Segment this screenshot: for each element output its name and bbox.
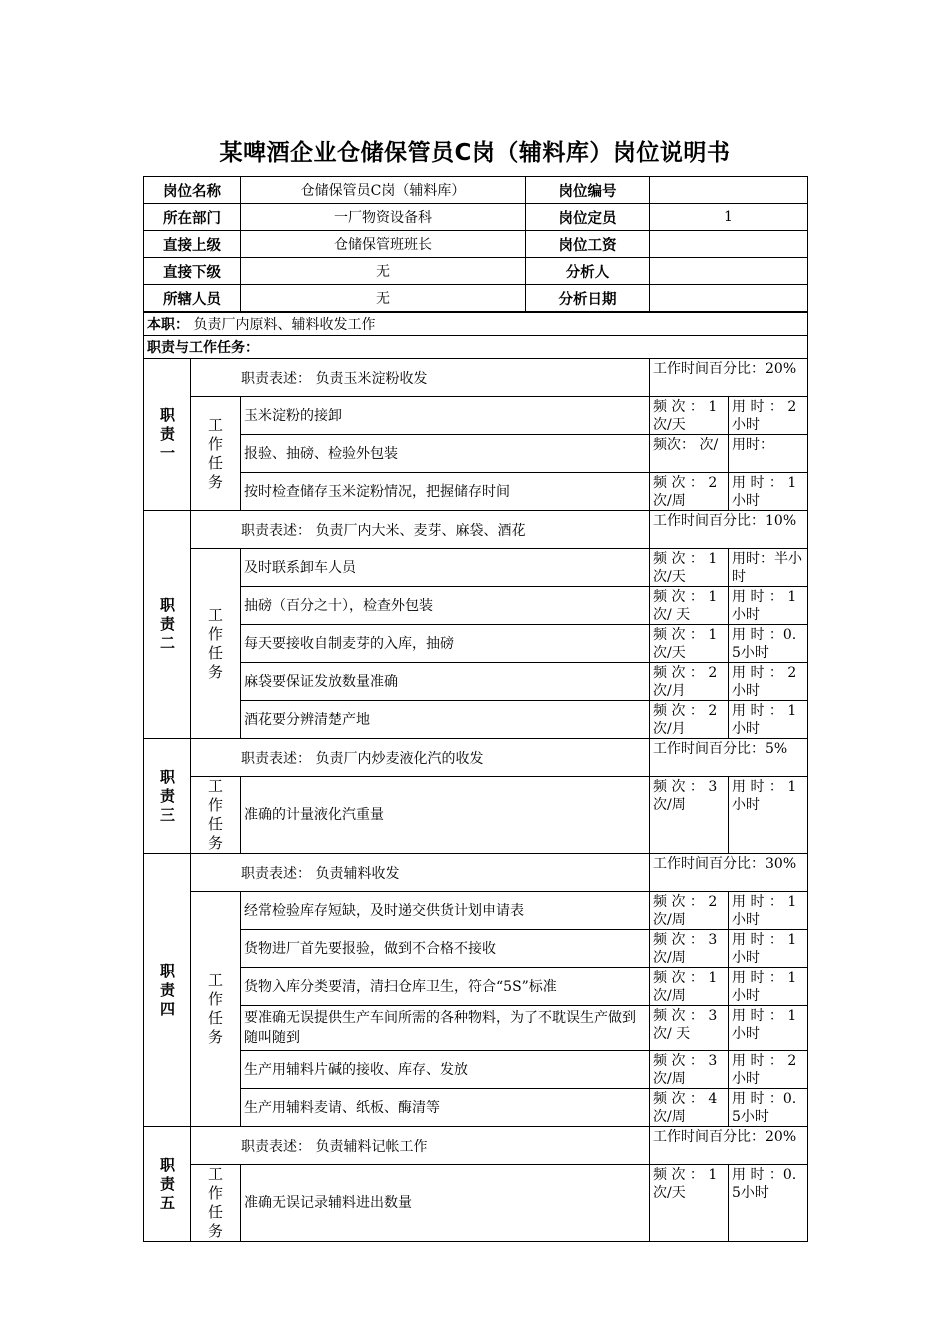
- task-frequency: 频次： 次/: [650, 435, 729, 473]
- task-text: 报验、抽磅、检验外包装: [241, 435, 650, 473]
- task-row: [144, 930, 808, 968]
- task-text: 及时联系卸车人员: [241, 549, 650, 587]
- role-row: [144, 312, 808, 336]
- task-row: [144, 892, 808, 930]
- task-duration: 用 时 ： 1小时: [729, 587, 808, 625]
- task-frequency: 频 次 ： 1次/周: [650, 968, 729, 1006]
- value-salary: [650, 231, 808, 258]
- value-subordinate: 无: [241, 258, 526, 285]
- task-frequency: 频 次 ： 4次/周: [650, 1089, 729, 1127]
- duty-description-row: [144, 854, 808, 892]
- label-subordinate: 直接下级: [144, 258, 241, 285]
- task-frequency: 频 次 ： 3次/周: [650, 777, 729, 854]
- duties-heading: 职责与工作任务：: [144, 336, 808, 359]
- label-salary: 岗位工资: [526, 231, 650, 258]
- task-row: [144, 1051, 808, 1089]
- duty-description-row: [144, 511, 808, 549]
- task-duration: 用 时 ： 1小时: [729, 930, 808, 968]
- value-staff: 无: [241, 285, 526, 313]
- task-row: [144, 701, 808, 739]
- task-text: 准确的计量液化汽重量: [241, 777, 650, 854]
- task-frequency: 频 次 ： 2次/月: [650, 663, 729, 701]
- value-analyst: [650, 258, 808, 285]
- value-supervisor: 仓储保管班班长: [241, 231, 526, 258]
- task-row: [144, 968, 808, 1006]
- task-duration: 用时：半小时: [729, 549, 808, 587]
- task-label: 工作任务: [191, 1165, 241, 1242]
- task-duration: 用 时 ：0.5小时: [729, 1165, 808, 1242]
- value-analysis-date: [650, 285, 808, 313]
- role-cell: [144, 312, 808, 336]
- duty-description: 职责表述： 负责厂内炒麦液化汽的收发: [191, 739, 650, 777]
- document-title: 某啤酒企业仓储保管员C岗（辅料库）岗位说明书: [219, 140, 731, 166]
- duty-description: 职责表述： 负责厂内大米、麦芽、麻袋、酒花: [191, 511, 650, 549]
- duty-time-percentage: 工作时间百分比：30%: [650, 854, 808, 892]
- task-row: [144, 435, 808, 473]
- header-row: [144, 231, 808, 258]
- task-label: 工作任务: [191, 892, 241, 1127]
- header-row: [144, 258, 808, 285]
- label-supervisor: 直接上级: [144, 231, 241, 258]
- task-duration: 用 时 ： 1小时: [729, 968, 808, 1006]
- task-duration: 用 时 ： 2小时: [729, 397, 808, 435]
- task-frequency: 频 次 ： 2次/周: [650, 473, 729, 511]
- task-text: 经常检验库存短缺，及时递交供货计划申请表: [241, 892, 650, 930]
- task-text: 准确无误记录辅料进出数量: [241, 1165, 650, 1242]
- task-text: 生产用辅料片碱的接收、库存、发放: [241, 1051, 650, 1089]
- task-duration: 用时：: [729, 435, 808, 473]
- duty-label: 职责五: [144, 1127, 191, 1242]
- task-row: [144, 587, 808, 625]
- label-staff: 所辖人员: [144, 285, 241, 313]
- task-duration: 用 时 ： 2小时: [729, 663, 808, 701]
- task-duration: 用 时 ： 1小时: [729, 1006, 808, 1051]
- task-duration: 用 时 ： 1小时: [729, 777, 808, 854]
- task-duration: 用 时 ： 2小时: [729, 1051, 808, 1089]
- duty-time-percentage: 工作时间百分比：20%: [650, 1127, 808, 1165]
- label-analyst: 分析人: [526, 258, 650, 285]
- task-row: [144, 397, 808, 435]
- label-job-name: 岗位名称: [144, 177, 241, 204]
- task-duration: 用 时 ： 1小时: [729, 892, 808, 930]
- task-row: [144, 1165, 808, 1242]
- duty-time-percentage: 工作时间百分比：20%: [650, 359, 808, 397]
- header-row: [144, 177, 808, 204]
- task-duration: 用 时 ：0.5小时: [729, 1089, 808, 1127]
- duty-label: 职责二: [144, 511, 191, 739]
- duty-label: 职责一: [144, 359, 191, 511]
- task-frequency: 频 次 ： 1次/ 天: [650, 587, 729, 625]
- value-headcount: 1: [650, 204, 808, 231]
- task-text: 按时检查储存玉米淀粉情况，把握储存时间: [241, 473, 650, 511]
- value-job-name: 仓储保管员C岗（辅料库）: [241, 177, 526, 204]
- task-text: 酒花要分辨清楚产地: [241, 701, 650, 739]
- task-text: 货物进厂首先要报验，做到不合格不接收: [241, 930, 650, 968]
- label-headcount: 岗位定员: [526, 204, 650, 231]
- header-row: [144, 204, 808, 231]
- task-row: [144, 663, 808, 701]
- task-frequency: 频 次 ： 3次/周: [650, 1051, 729, 1089]
- duty-label: 职责四: [144, 854, 191, 1127]
- task-frequency: 频 次 ： 3次/周: [650, 930, 729, 968]
- task-row: [144, 549, 808, 587]
- role-text: 负责厂内原料、辅料收发工作: [193, 317, 376, 333]
- task-text: 玉米淀粉的接卸: [241, 397, 650, 435]
- value-job-code: [650, 177, 808, 204]
- duty-description-row: [144, 739, 808, 777]
- duty-time-percentage: 工作时间百分比：5%: [650, 739, 808, 777]
- duty-description: 职责表述： 负责玉米淀粉收发: [191, 359, 650, 397]
- task-text: 抽磅（百分之十），检查外包装: [241, 587, 650, 625]
- job-table: [143, 176, 808, 1242]
- task-frequency: 频 次 ： 1次/天: [650, 549, 729, 587]
- task-label: 工作任务: [191, 777, 241, 854]
- task-label: 工作任务: [191, 397, 241, 511]
- duties-heading-row: [144, 336, 808, 359]
- task-label: 工作任务: [191, 549, 241, 739]
- task-row: [144, 777, 808, 854]
- task-row: [144, 1006, 808, 1051]
- task-frequency: 频 次 ： 1次/天: [650, 397, 729, 435]
- label-department: 所在部门: [144, 204, 241, 231]
- header-row: [144, 285, 808, 313]
- task-text: 要准确无误提供生产车间所需的各种物料，为了不耽误生产做到随叫随到: [241, 1006, 650, 1051]
- duty-label: 职责三: [144, 739, 191, 854]
- task-duration: 用 时 ： 1小时: [729, 701, 808, 739]
- task-frequency: 频 次 ： 3次/ 天: [650, 1006, 729, 1051]
- task-frequency: 频 次 ： 2次/周: [650, 892, 729, 930]
- job-description-sheet: [143, 176, 807, 1242]
- task-row: [144, 473, 808, 511]
- duty-description-row: [144, 1127, 808, 1165]
- task-row: [144, 625, 808, 663]
- task-text: 每天要接收自制麦芽的入库，抽磅: [241, 625, 650, 663]
- task-text: 麻袋要保证发放数量准确: [241, 663, 650, 701]
- task-text: 生产用辅料麦请、纸板、酶清等: [241, 1089, 650, 1127]
- task-frequency: 频 次 ： 1次/天: [650, 625, 729, 663]
- task-frequency: 频 次 ： 2次/月: [650, 701, 729, 739]
- duty-description: 职责表述： 负责辅料收发: [191, 854, 650, 892]
- role-label: 本职：: [147, 317, 189, 333]
- duty-description: 职责表述： 负责辅料记帐工作: [191, 1127, 650, 1165]
- task-duration: 用 时 ： 1小时: [729, 473, 808, 511]
- task-duration: 用 时 ：0.5小时: [729, 625, 808, 663]
- task-text: 货物入库分类要清，清扫仓库卫生，符合“5S”标准: [241, 968, 650, 1006]
- duty-time-percentage: 工作时间百分比：10%: [650, 511, 808, 549]
- task-frequency: 频 次 ： 1次/天: [650, 1165, 729, 1242]
- duty-description-row: [144, 359, 808, 397]
- task-row: [144, 1089, 808, 1127]
- value-department: 一厂物资设备科: [241, 204, 526, 231]
- label-analysis-date: 分析日期: [526, 285, 650, 313]
- label-job-code: 岗位编号: [526, 177, 650, 204]
